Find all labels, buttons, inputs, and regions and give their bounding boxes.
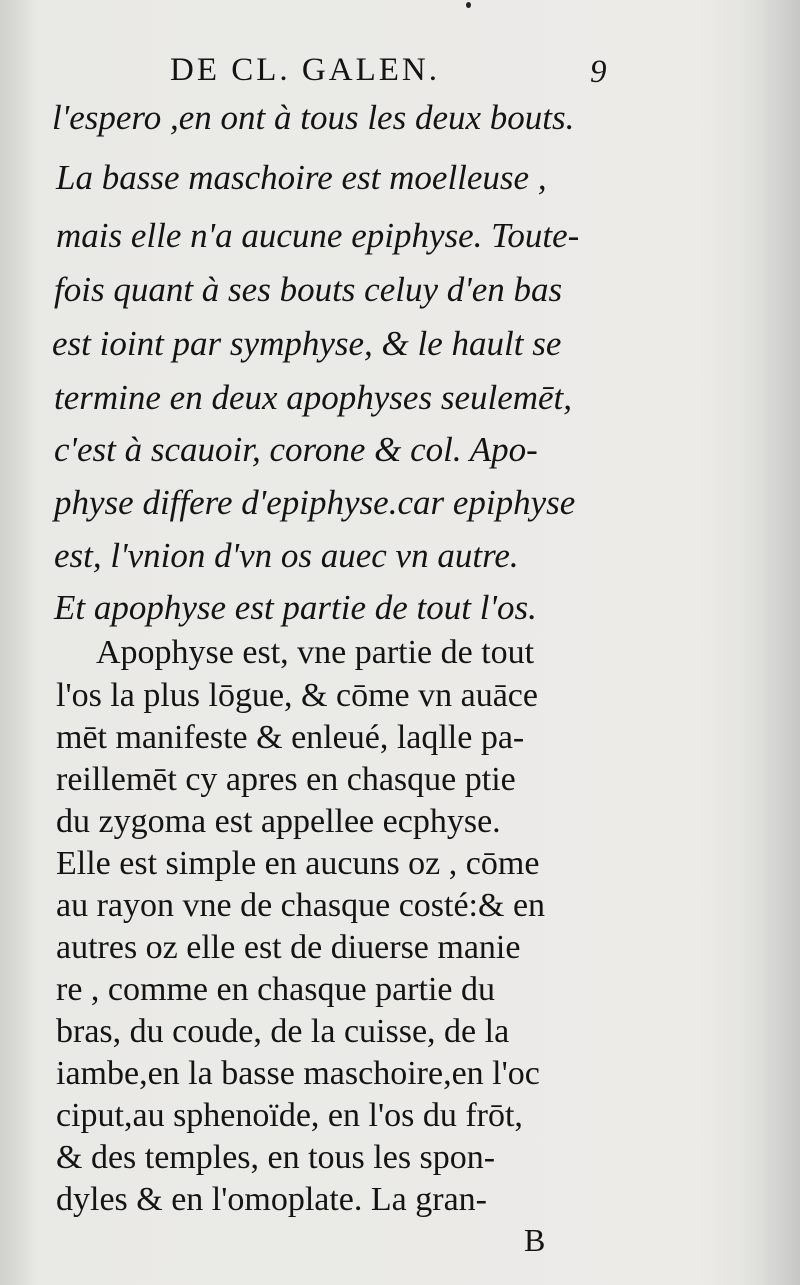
page-number: 9 [590, 54, 607, 90]
text-line: est ioint par symphyse, & le hault se [52, 324, 562, 363]
text-line: iambe,en la basse maschoire,en l'oc [56, 1055, 540, 1092]
text-line: c'est à scauoir, corone & col. Apo- [54, 430, 538, 469]
signature-mark: B [524, 1222, 546, 1258]
text-line: Et apophyse est partie de tout l'os. [54, 588, 537, 627]
page-edge-shadow [740, 0, 800, 1285]
text-line: mēt manifeste & enleué, laqlle pa- [56, 719, 525, 756]
text-line: bras, du coude, de la cuisse, de la [56, 1013, 510, 1050]
text-line: & des temples, en tous les spon- [56, 1139, 496, 1176]
text-line: dyles & en l'omoplate. La gran- [56, 1181, 487, 1218]
text-line: Elle est simple en aucuns oz , cōme [56, 845, 540, 882]
text-line: autres oz elle est de diuerse manie [56, 929, 521, 966]
text-line: physe differe d'epiphyse.car epiphyse [54, 483, 576, 522]
text-line: reillemēt cy apres en chasque ptie [56, 761, 516, 798]
text-line: termine en deux apophyses seulemēt, [54, 378, 573, 417]
text-line: mais elle n'a aucune epiphyse. Toute- [56, 216, 580, 255]
text-line: du zygoma est appellee ecphyse. [56, 803, 501, 840]
ink-speck [466, 2, 471, 8]
text-line: l'espero ,en ont à tous les deux bouts. [52, 98, 575, 137]
running-title: DE CL. GALEN. [170, 52, 440, 88]
text-line: ciput,au sphenoïde, en l'os du frōt, [56, 1097, 523, 1134]
text-line: Apophyse est, vne partie de tout [96, 634, 535, 671]
text-line: re , comme en chasque partie du [56, 971, 495, 1008]
text-line: est, l'vnion d'vn os auec vn autre. [54, 536, 519, 575]
text-line: La basse maschoire est moelleuse , [56, 158, 547, 197]
text-line: l'os la plus lōgue, & cōme vn auāce [56, 677, 538, 714]
text-line: fois quant à ses bouts celuy d'en bas [54, 270, 563, 309]
text-line: au rayon vne de chasque costé:& en [56, 887, 546, 924]
